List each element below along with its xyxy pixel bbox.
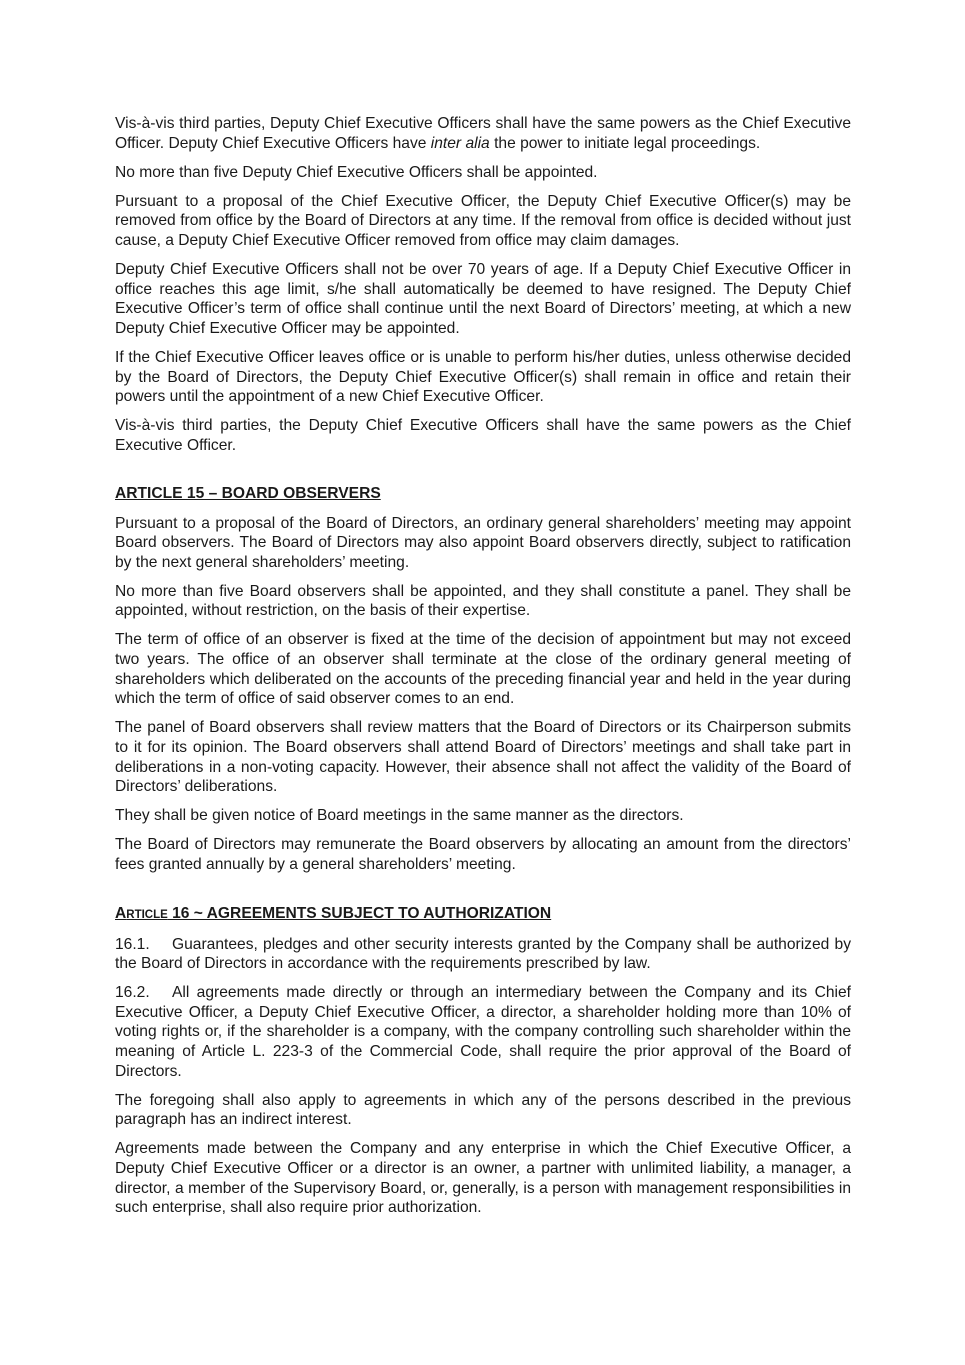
clause-number: 16.1. (115, 935, 150, 953)
art16-paragraph-4: Agreements made between the Company and any enterprise in which the Chief Executive Officer, a Deputy Chief Executive Officer or a director is an owner, a partner with unlimited liability, a manager, a director, a member of the Supervisory Board, or, generally, is a person with management responsibilities in such enterprise, shall also require prior authorization. (115, 1140, 851, 1217)
art16-paragraph-2: 16.2. All agreements made directly or through an intermediary between the Company and its Chief Executive Officer, a Deputy Chief Executive Officer, a director, a shareholder holding more than 10% of voting rights or, if the shareholder is a company, with the company controlling such shareholder within the meaning of Article L. 223-3 of the Commercial Code, shall require the prior approval of the Board of Directors. (115, 984, 851, 1080)
article-15-heading: ARTICLE 15 – BOARD OBSERVERS (115, 485, 381, 503)
art14-paragraph-3: Pursuant to a proposal of the Chief Executive Officer, the Deputy Chief Executive Officer(s) may be removed from office by the Board of Directors at any time. If the removal from office is decided without just cause, a Deputy Chief Executive Officer removed from office may claim damages. (115, 192, 851, 249)
art15-paragraph-3: The term of office of an observer is fixed at the time of the decision of appointment but may not exceed two years. The office of an observer shall terminate at the close of the ordinary general meeting of shareholders which deliberated on the accounts of the preceding financial year and held in the year during which the term of office of said observer comes to an end. (115, 631, 851, 708)
document-page (115, 114, 851, 1227)
art16-paragraph-1: 16.1. Guarantees, pledges and other security interests granted by the Company shall be authorized by the Board of Directors in accordance with the requirements prescribed by law. (115, 935, 851, 973)
art14-paragraph-1: Vis-à-vis third parties, Deputy Chief Executive Officers shall have the same powers as the Chief Executive Officer. Deputy Chief Executive Officers have inter alia the power to initiate legal proceedings. (115, 115, 851, 152)
article-16-heading: ARTICLE 16 ~ AGREEMENTS SUBJECT TO AUTHORIZATION (115, 904, 552, 922)
art14-paragraph-2: No more than five Deputy Chief Executive Officers shall be appointed. (115, 163, 598, 181)
clause-number: 16.2. (115, 984, 150, 1002)
art14-paragraph-5: If the Chief Executive Officer leaves office or is unable to perform his/her duties, unless otherwise decided by the Board of Directors, the Deputy Chief Executive Officer(s) shall remain in office and retain their powers until the appointment of a new Chief Executive Officer. (115, 348, 851, 406)
art15-paragraph-1: Pursuant to a proposal of the Board of Directors, an ordinary general shareholders’ meeting may appoint Board observers. The Board of Directors may also appoint Board observers directly, subject to ratification by the next general shareholders’ meeting. (115, 514, 851, 571)
art15-paragraph-4: The panel of Board observers shall review matters that the Board of Directors or its Chairperson submits to it for its opinion. The Board observers shall attend Board of Directors’ meetings and shall take part in deliberations in a non-voting capacity. However, their absence shall not affect the validity of the Board of Directors’ deliberations. (115, 719, 851, 796)
art14-paragraph-6: Vis-à-vis third parties, the Deputy Chief Executive Officers shall have the same powers as the Chief Executive Officer. (115, 417, 851, 454)
inter-alia-italic: inter alia (430, 134, 490, 152)
art14-paragraph-4: Deputy Chief Executive Officers shall not be over 70 years of age. If a Deputy Chief Executive Officer in office reaches this age limit, s/he shall automatically be deemed to have resigned. The Deputy Chief Executive Officer’s term of office shall continue until the next Board of Directors’ meeting, at which a new Deputy Chief Executive Officer may be appointed. (115, 261, 851, 337)
art15-paragraph-5: They shall be given notice of Board meetings in the same manner as the directors. (115, 807, 684, 825)
art15-paragraph-2: No more than five Board observers shall be appointed, and they shall constitute a panel. They shall be appointed, without restriction, on the basis of their expertise. (115, 582, 851, 620)
art15-paragraph-6: The Board of Directors may remunerate the Board observers by allocating an amount from the directors’ fees granted annually by a general shareholders’ meeting. (115, 836, 851, 873)
art16-paragraph-3: The foregoing shall also apply to agreements in which any of the persons described in the previous paragraph has an indirect interest. (115, 1091, 851, 1129)
